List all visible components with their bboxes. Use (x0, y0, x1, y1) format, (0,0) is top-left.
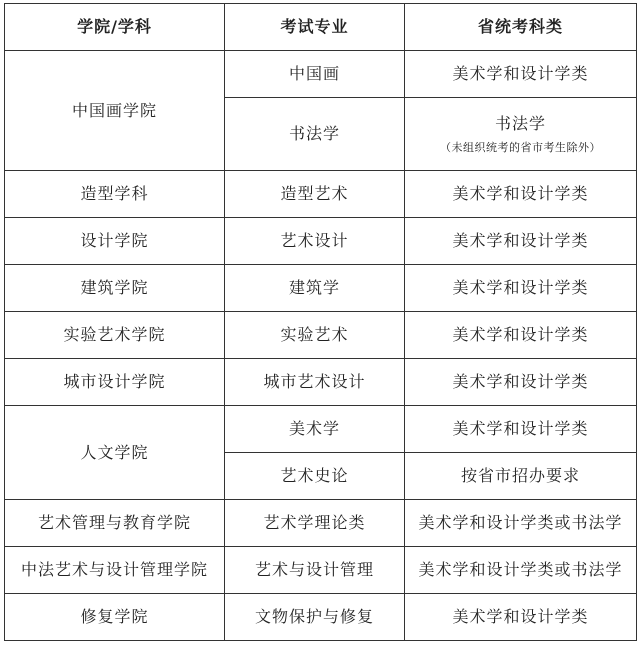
category-cell: 美术学和设计学类 (405, 359, 637, 406)
header-row (5, 4, 637, 51)
category-cell: 美术学和设计学类 (405, 406, 637, 453)
category-cell: 美术学和设计学类 (405, 312, 637, 359)
category-cell: 美术学和设计学类 (405, 171, 637, 218)
category-cell: 美术学和设计学类或书法学 (405, 500, 637, 547)
college-cell: 建筑学院 (5, 265, 225, 312)
major-cell: 建筑学 (225, 265, 405, 312)
header-college: 学院/学科 (5, 4, 225, 51)
college-cell: 实验艺术学院 (5, 312, 225, 359)
category-cell: 美术学和设计学类 (405, 218, 637, 265)
category-cell: 美术学和设计学类 (405, 51, 637, 98)
major-cell: 艺术与设计管理 (225, 547, 405, 594)
major-cell: 美术学 (225, 406, 405, 453)
major-cell: 造型艺术 (225, 171, 405, 218)
category-text: 书法学 (494, 113, 546, 133)
college-cell: 修复学院 (5, 594, 225, 641)
table-row (5, 312, 637, 359)
table-row (5, 359, 637, 406)
table-row (5, 51, 637, 98)
table-row (5, 265, 637, 312)
header-category: 省统考科类 (405, 4, 637, 51)
college-cell: 造型学科 (5, 171, 225, 218)
major-cell: 中国画 (225, 51, 405, 98)
table-row (5, 171, 637, 218)
college-cell: 人文学院 (5, 406, 225, 500)
college-cell: 设计学院 (5, 218, 225, 265)
table-row (5, 594, 637, 641)
major-cell: 艺术学理论类 (225, 500, 405, 547)
major-cell: 城市艺术设计 (225, 359, 405, 406)
table-row (5, 218, 637, 265)
table-row (5, 500, 637, 547)
major-cell: 书法学 (225, 98, 405, 171)
category-cell: 美术学和设计学类或书法学 (405, 547, 637, 594)
category-cell: 美术学和设计学类 (405, 594, 637, 641)
category-cell: 按省市招办要求 (405, 453, 637, 500)
category-cell: 美术学和设计学类 (405, 265, 637, 312)
major-cell: 艺术史论 (225, 453, 405, 500)
college-cell: 城市设计学院 (5, 359, 225, 406)
college-cell: 中法艺术与设计管理学院 (5, 547, 225, 594)
college-cell: 艺术管理与教育学院 (5, 500, 225, 547)
category-note: （未组织统考的省市考生除外） (440, 141, 601, 154)
table-row (5, 406, 637, 453)
major-cell: 文物保护与修复 (225, 594, 405, 641)
college-cell: 中国画学院 (5, 51, 225, 171)
table-row (5, 547, 637, 594)
header-major: 考试专业 (225, 4, 405, 51)
major-cell: 艺术设计 (225, 218, 405, 265)
category-cell (405, 98, 637, 171)
major-cell: 实验艺术 (225, 312, 405, 359)
admissions-table (4, 3, 637, 641)
